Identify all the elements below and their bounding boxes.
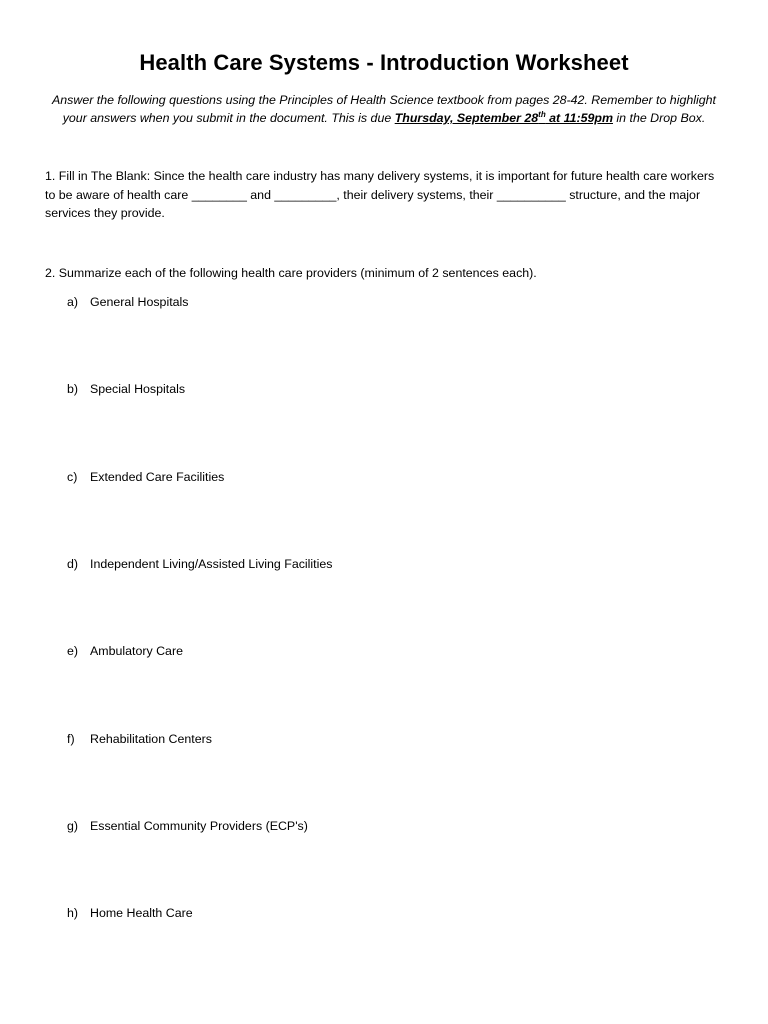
item-letter: f) (67, 732, 75, 746)
due-ordinal: th (538, 109, 546, 119)
item-label: Extended Care Facilities (90, 470, 225, 484)
page-title: Health Care Systems - Introduction Worksheet (139, 50, 629, 75)
question-2-prompt: 2. Summarize each of the following health care providers (minimum of 2 sentences each). (45, 266, 537, 280)
item-label: Essential Community Providers (ECP's) (90, 819, 308, 833)
provider-item-essential-community-providers (67, 817, 308, 835)
provider-item-home-health-care (67, 904, 193, 922)
question-1-fill-in-blank: 1. Fill in The Blank: Since the health care industry has many delivery systems, it is important for future health care workers to be aware of health care ________ and _________, their delivery systems, their __________ structure, and the major services they provide. (45, 169, 715, 220)
instructions-outro: in the Drop Box. (612, 111, 706, 125)
provider-item-rehabilitation-centers (67, 730, 212, 748)
item-letter: c) (67, 470, 78, 484)
item-label: Special Hospitals (90, 382, 186, 396)
item-label: General Hospitals (90, 295, 189, 309)
item-letter: g) (67, 819, 79, 833)
provider-item-extended-care (67, 468, 224, 486)
instructions-paragraph (40, 91, 728, 127)
provider-item-ambulatory-care (67, 642, 183, 660)
instructions-intro: Answer the following questions using the Principles of Health Science textbook from pages 28-42. Remember to highlight your answers when you submit in the document. This is due (52, 93, 716, 125)
due-day: Thursday, September 28 (394, 111, 539, 125)
provider-item-independent-living (67, 555, 332, 573)
due-date (395, 111, 613, 125)
due-time: at 11:59pm (545, 111, 613, 125)
item-label: Home Health Care (90, 906, 193, 920)
item-letter: b) (67, 382, 79, 396)
item-letter: e) (67, 644, 79, 658)
item-letter: d) (67, 557, 79, 571)
item-label: Ambulatory Care (90, 644, 183, 658)
provider-item-general-hospitals (67, 293, 188, 311)
provider-item-special-hospitals (67, 380, 185, 398)
item-label: Rehabilitation Centers (90, 732, 212, 746)
item-letter: a) (67, 295, 79, 309)
item-label: Independent Living/Assisted Living Facilities (90, 557, 333, 571)
item-letter: h) (67, 906, 79, 920)
